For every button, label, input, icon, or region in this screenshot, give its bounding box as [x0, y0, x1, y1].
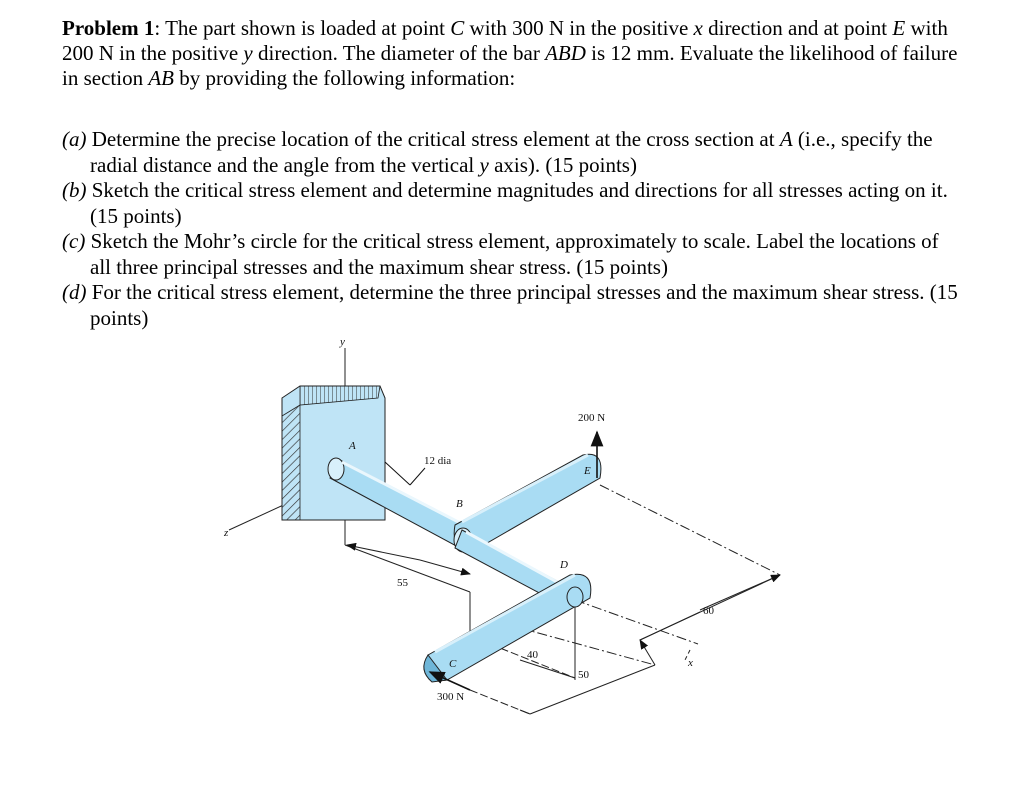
statement-point-c: C: [450, 16, 465, 40]
part-text: For the critical stress element, determine the three principal stresses and the maximum shear stress. (15 points): [86, 280, 958, 330]
part-text: axis). (15 points): [488, 152, 637, 177]
statement-text: direction and at point: [702, 16, 888, 40]
axis-x-label: x: [688, 657, 693, 669]
statement-var-x: x: [693, 16, 703, 40]
diameter-label: 12 dia: [424, 455, 452, 467]
part-key: (d): [62, 280, 87, 304]
point-e-label: E: [584, 465, 591, 477]
point-d-label: D: [560, 559, 568, 571]
leader-dia: [385, 462, 410, 485]
part-key: (b): [62, 178, 87, 202]
point-b-label: B: [456, 498, 463, 510]
part-text: (i.e., specify the radial distance and the angle from the vertical: [90, 127, 933, 177]
part-text: Determine the precise location of the critical stress element at the cross section at: [86, 127, 780, 151]
axis-y-label: y: [340, 336, 345, 348]
statement-text: direction. The diameter of the bar: [252, 41, 546, 65]
statement-text: is 12 mm. Evaluate the likelihood of failure in section: [62, 41, 958, 90]
statement-text: with 300 N in the positive: [464, 16, 694, 40]
statement-text: by providing the following information:: [173, 66, 516, 90]
problem-heading: Problem 1: [62, 16, 155, 40]
part-text: Sketch the Mohr’s circle for the critical stress element, approximately to scale. Label the locations of all three principal stresses and the maximum shear stress. (15 points): [85, 229, 939, 279]
dim-55-label: 55: [397, 577, 408, 589]
fixed-wall: [282, 386, 385, 520]
force-e-label: 200 N: [578, 412, 606, 424]
statement-var-y: y: [243, 41, 253, 65]
point-c-label: C: [449, 658, 457, 670]
part-key: (a): [62, 127, 87, 151]
dim-40-label: 40: [527, 649, 538, 661]
part-text: Sketch the critical stress element and determine magnitudes and directions for all stresses acting on it. (15 points): [86, 178, 948, 228]
statement-point-e: E: [892, 16, 906, 40]
dim-60-label: 60: [703, 605, 714, 617]
statement-section-ab: AB: [148, 66, 174, 90]
part-key: (c): [62, 229, 86, 253]
part-em: A: [779, 127, 793, 151]
point-a-label: A: [349, 440, 356, 452]
part-em: y: [479, 152, 489, 177]
statement-bar-abd: ABD: [545, 41, 586, 65]
statement-text: with 200 N in the positive: [62, 16, 948, 65]
statement-text: : The part shown is loaded at point: [154, 16, 451, 40]
z-axis-line: [229, 502, 290, 530]
force-c-label: 300 N: [437, 691, 465, 703]
dim-50-label: 50: [578, 669, 589, 681]
axis-z-label: z: [224, 527, 229, 539]
